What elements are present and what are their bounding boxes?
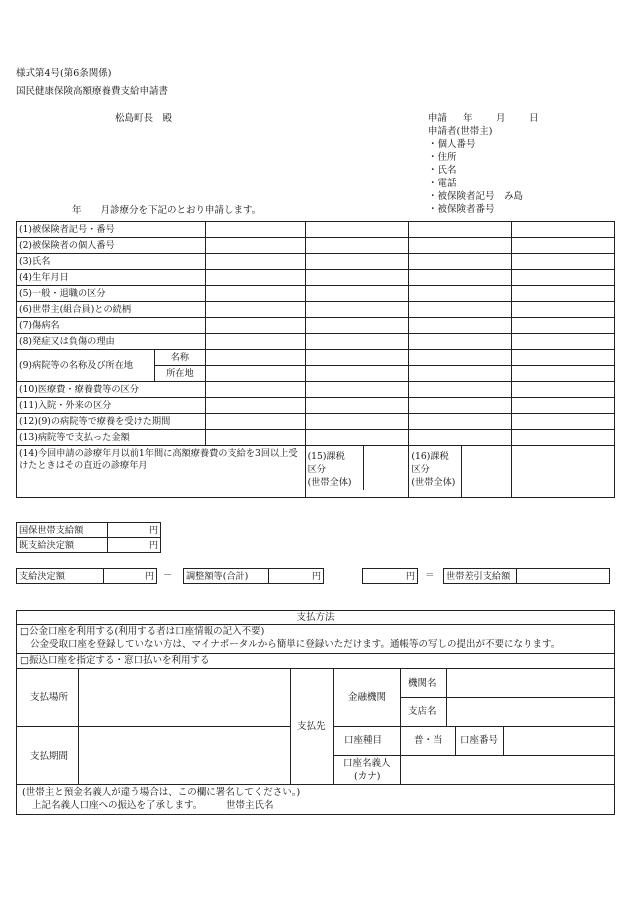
row-label: (13)病院等で支払った金額 [17,430,206,446]
row16-label: (世帯全体) [411,477,456,488]
table-row [17,350,615,366]
table-row [17,430,615,446]
row16-label: (16)課税 [411,451,449,462]
table-row [17,222,615,238]
applicant-label: 申請者(世帯主) [428,126,493,137]
table-row [17,446,615,498]
row16-cell [409,446,462,498]
hospital-name-label: 名称 [154,350,205,366]
addressee: 松島町長 殿 [115,113,173,124]
pay-period-label: 支払期間 [30,751,69,762]
apply-month: 月 [496,113,506,124]
calc-decided [16,568,157,584]
row16-label: 区分 [411,464,430,475]
month-statement: 年 月診療分を下記のとおり申請します。 [72,205,262,216]
table-row [17,318,615,334]
calc-result [362,568,418,584]
summary-table [16,522,161,553]
table-row [17,254,615,270]
diff-label: 世帯差引支給額 [444,569,517,584]
equals-sign: ＝ [425,570,435,581]
table-row [17,270,615,286]
row-label: (1)被保険者記号・番号 [17,222,206,238]
applicant-field: ・氏名 [428,165,457,176]
apply-label: 申請 [428,113,448,124]
yen-label: 円 [108,523,161,538]
payee-label: 支払先 [297,721,326,732]
row14-label: (14)今回申請の診療年月以前1年間に高額療養費の支給を3回以上受けたときはその直近の診療年月 [17,446,306,498]
bank-label: 金融機関 [348,692,387,703]
row15-label: (世帯全体) [307,477,352,488]
row15-label: 区分 [307,464,326,475]
row-label: (8)発症又は負傷の理由 [17,334,206,350]
calc-adjust [183,568,324,584]
divider [16,668,615,669]
option-transfer[interactable]: □振込口座を指定する・窓口払いを利用する [20,655,210,666]
option-public-account[interactable]: □公金口座を利用する(利用する者は口座情報の記入不要) [20,626,265,637]
hospital-address-label: 所在地 [154,366,205,382]
applicant-field: ・電話 [428,178,457,189]
row-label: (6)世帯主(組合員)との続柄 [17,302,206,318]
row-label: (2)被保険者の個人番号 [17,238,206,254]
account-number-label: 口座番号 [460,735,499,746]
apply-year: 年 [463,113,473,124]
yen-label: 円 [108,538,161,553]
already-decided-label: 既支給決定額 [17,538,108,553]
payment-title: 支払方法 [296,612,335,623]
table-row [17,382,615,398]
row-label: (10)医療費・療養費等の区分 [17,382,206,398]
row-label: (7)傷病名 [17,318,206,334]
yen-label: 円 [104,569,157,584]
table-row [17,302,615,318]
applicant-field: ・被保険者記号 み島 [428,191,524,202]
yen-label: 円 [269,569,324,584]
decided-label: 支給決定額 [17,569,104,584]
row-label: (5)一般・退職の区分 [17,286,206,302]
adjust-label: 調整額等(合計) [184,569,269,584]
holder-label: 口座名義人 [343,758,391,769]
yen-label: 円 [363,569,418,584]
form-title: 国民健康保険高額療養費支給申請書 [16,86,169,97]
row-label: (11)入院・外来の区分 [17,398,206,414]
pay-place-label: 支払場所 [30,692,69,703]
footer-note: (世帯主と預金名義人が違う場合は、この欄に署名してください。) [22,787,301,798]
row-label: (12)(9)の病院等で療養を受けた期間 [17,414,206,430]
divider [16,624,615,625]
household-pay-label: 国保世帯支給額 [17,523,108,538]
table-row [17,238,615,254]
option-public-note: 公金受取口座を登録していない方は、マイナポータルから簡単に登録いただけます。通帳等の写しの提出が不要になります。 [30,639,561,650]
applicant-field: ・住所 [428,152,457,163]
row15-label: (15)課税 [307,451,345,462]
row-label: (4)生年月日 [17,270,206,286]
account-kind[interactable]: 普・当 [414,735,443,746]
branch-label: 支店名 [408,706,437,717]
row-label: (9)病院等の名称及び所在地 [17,350,155,382]
row-label: (3)氏名 [17,254,206,270]
account-type-label: 口座種目 [344,735,383,746]
table-row [17,334,615,350]
calc-diff [443,568,610,584]
table-row [17,414,615,430]
row15-cell [305,446,409,498]
table-row [17,286,615,302]
bank-name-label: 機関名 [408,678,437,689]
table-row [17,398,615,414]
minus-sign: － [163,570,173,581]
applicant-field: ・被保険者番号 [428,204,495,215]
main-table [16,221,615,498]
form-number: 様式第4号(第6条関係) [16,68,112,79]
footer-consent: 上記名義人口座への振込を了承します。 世帯主氏名 [32,800,274,811]
applicant-field: ・個人番号 [428,139,476,150]
holder-kana-label: (カナ) [354,771,381,782]
apply-day: 日 [529,113,539,124]
divider [16,653,615,654]
